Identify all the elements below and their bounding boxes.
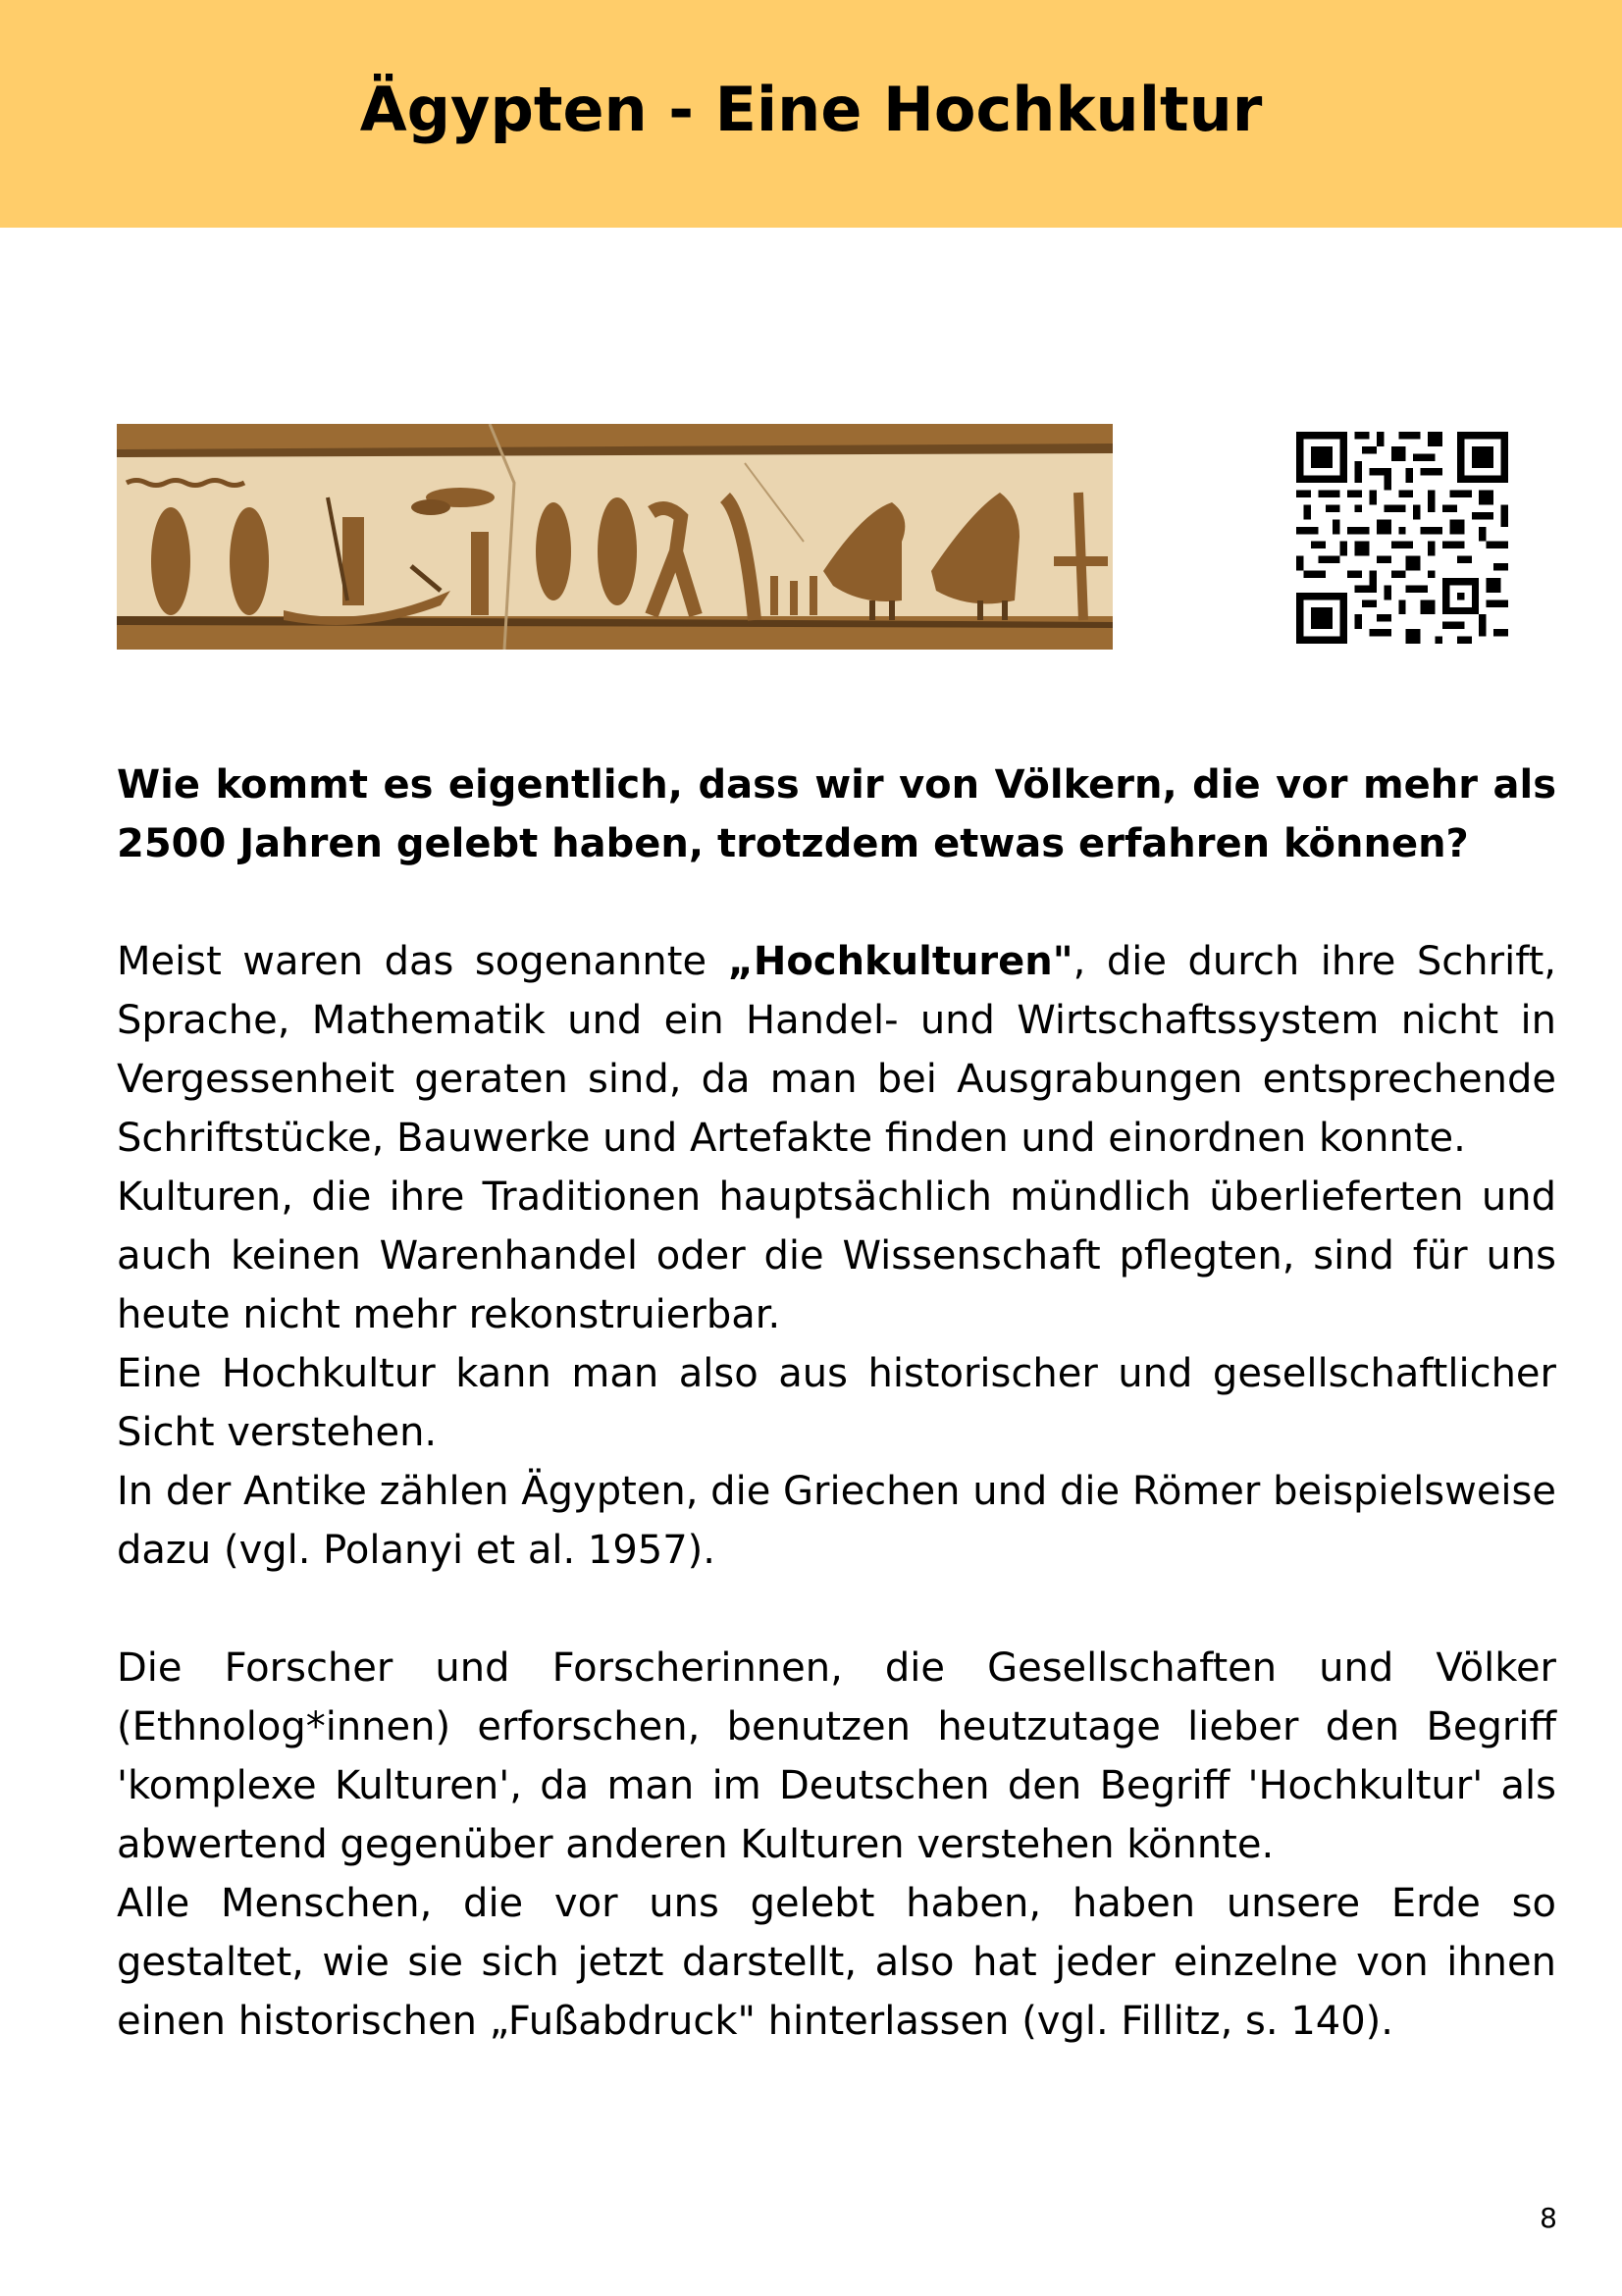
header-bar xyxy=(0,0,1622,228)
hieroglyph-banner-graphic xyxy=(117,424,1113,650)
page-title: Ägypten - Eine Hochkultur xyxy=(359,74,1263,145)
paragraph-historical-view: Eine Hochkultur kann man also aus historischer und gesellschaftlicher Sicht verstehen. xyxy=(117,1351,1556,1455)
paragraph-oral-cultures: Kulturen, die ihre Traditionen hauptsächlich mündlich überlieferten und auch keinen Warenhandel oder die Wissenschaft pflegten, sind für uns heute nicht mehr rekonstruierbar. xyxy=(117,1174,1556,1337)
paragraph-footprint: Alle Menschen, die vor uns gelebt haben, haben unsere Erde so gestaltet, wie sie sich jetzt darstellt, also hat jeder einzelne von ihnen einen historischen „Fußabdruck" hinterlassen (vgl. Fillitz, s. 140). xyxy=(117,1881,1556,2044)
paragraph-hochkulturen xyxy=(117,932,1556,1168)
paragraph-gap xyxy=(117,873,1556,932)
paragraph-antiquity: In der Antike zählen Ägypten, die Griechen und die Römer beispielsweise dazu (vgl. Polanyi et al. 1957). xyxy=(117,1469,1556,1573)
paragraph-text: Meist waren das sogenannte xyxy=(117,939,728,984)
main-text xyxy=(117,756,1556,2051)
qr-code-graphic xyxy=(1296,432,1508,644)
qr-code-image[interactable] xyxy=(1296,432,1508,644)
paragraph-gap xyxy=(117,1580,1556,1639)
page-number: 8 xyxy=(1540,2202,1557,2234)
intro-question: Wie kommt es eigentlich, dass wir von Völkern, die vor mehr als 2500 Jahren gelebt haben, trotzdem etwas erfahren können? xyxy=(117,762,1556,866)
paragraph-text: , die durch ihre Schrift, Sprache, Mathematik und ein Handel- und Wirtschaftssystem nicht in Vergessenheit geraten sind, da man bei Ausgrabungen entsprechende Schriftstücke, Bauwerke und Artefakte finden und einordnen konnte. xyxy=(117,939,1556,1161)
hieroglyph-banner-image xyxy=(117,424,1113,650)
paragraph-researchers: Die Forscher und Forscherinnen, die Gesellschaften und Völker (Ethnolog*innen) erforschen, benutzen heutzutage lieber den Begriff 'komplexe Kulturen', da man im Deutschen den Begriff 'Hochkultur' als abwertend gegenüber anderen Kulturen verstehen könnte. xyxy=(117,1645,1556,1867)
bold-term: „Hochkulturen" xyxy=(727,939,1073,984)
